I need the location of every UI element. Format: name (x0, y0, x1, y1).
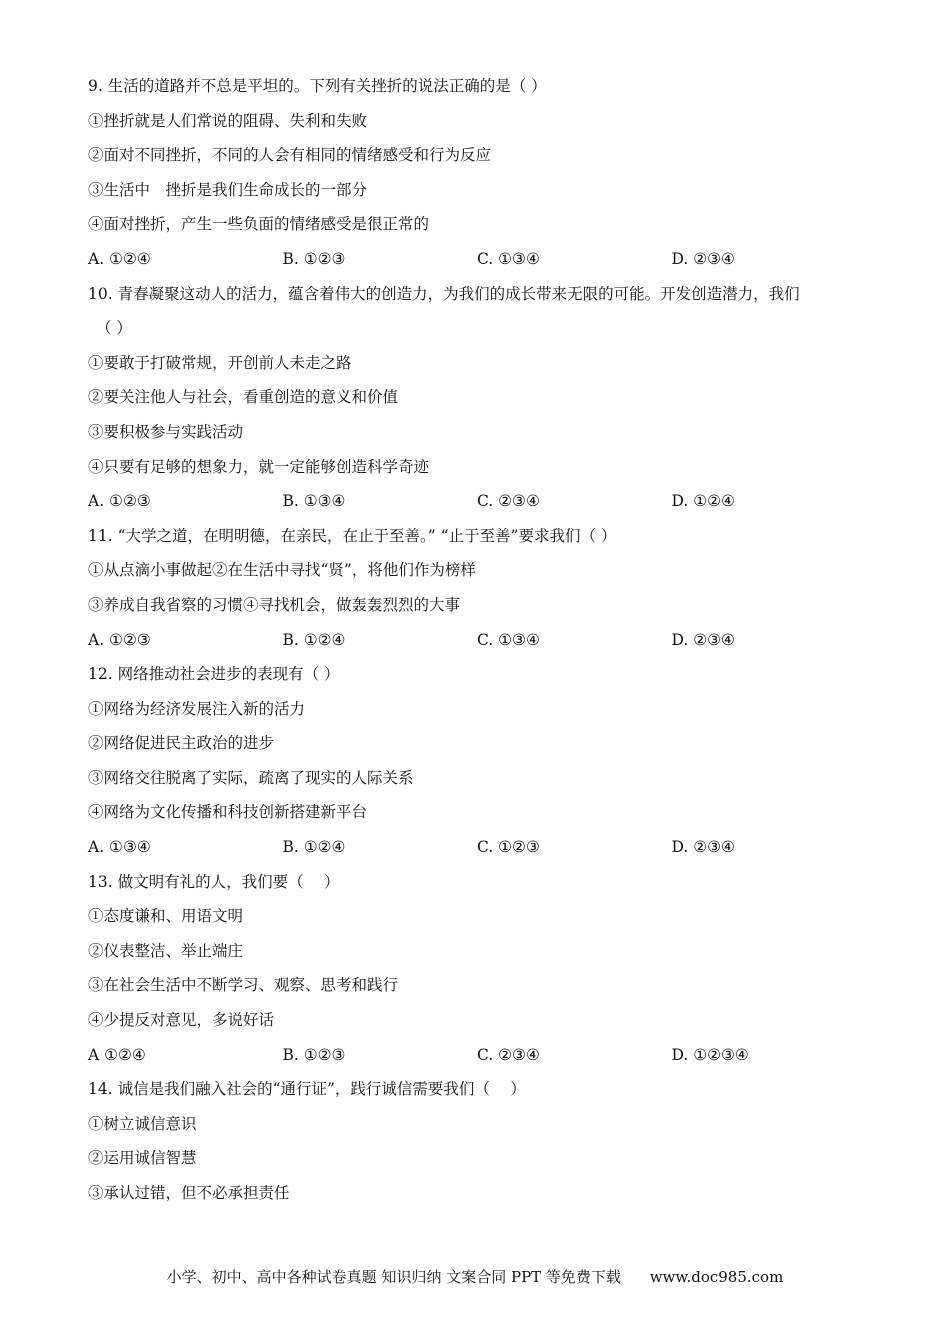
question-12-option-d: D. ②③④ (671, 838, 735, 857)
question-10-options (88, 488, 868, 523)
question-10-option-d: D. ①②④ (671, 492, 735, 511)
question-10-option-b: B. ①③④ (282, 492, 346, 511)
question-10-item-4: ④只要有足够的想象力，就一定能够创造科学奇迹 (88, 457, 430, 476)
question-13-option-a: A ①②④ (88, 1045, 146, 1064)
question-12-item-1: ①网络为经济发展注入新的活力 (88, 699, 306, 718)
question-9-option-b: B. ①②③ (282, 249, 346, 268)
question-12-item-4: ④网络为文化传播和科技创新搭建新平台 (88, 803, 368, 822)
question-9-option-c: C. ①③④ (477, 249, 540, 268)
question-13-options (88, 1042, 868, 1077)
question-14-item-2: ②运用诚信智慧 (88, 1149, 197, 1168)
question-11-option-a: A. ①②③ (88, 630, 151, 649)
question-12-item-3: ③网络交往脱离了实际，疏离了现实的人际关系 (88, 768, 414, 787)
question-10-stem: 10. 青春凝聚这动人的活力，蕴含着伟大的创造力，为我们的成长带来无限的可能。开发创造潜力，我们 (88, 284, 800, 303)
question-9-option-d: D. ②③④ (671, 249, 735, 268)
question-13-stem: 13. 做文明有礼的人，我们要（ ） (88, 872, 340, 891)
question-9-item-1: ①挫折就是人们常说的阻碍、失利和失败 (88, 111, 368, 130)
question-12-stem: 12. 网络推动社会进步的表现有（ ） (88, 665, 340, 684)
question-12-option-c: C. ①②③ (477, 838, 540, 857)
question-10-option-c: C. ②③④ (477, 492, 540, 511)
question-13-option-d: D. ①②③④ (671, 1045, 749, 1064)
question-13-item-2: ②仪表整洁、举止端庄 (88, 941, 244, 960)
question-9-item-4: ④面对挫折，产生一些负面的情绪感受是很正常的 (88, 215, 430, 234)
exam-page-content (88, 73, 868, 1215)
page-footer (0, 1266, 950, 1287)
question-11-options (88, 627, 868, 662)
question-9-item-3: ③生活中 挫折是我们生命成长的一部分 (88, 180, 368, 199)
question-12-item-2: ②网络促进民主政治的进步 (88, 734, 275, 753)
question-12-options (88, 834, 868, 869)
question-13-item-3: ③在社会生活中不断学习、观察、思考和践行 (88, 976, 399, 995)
question-14-stem: 14. 诚信是我们融入社会的“通行证”，践行诚信需要我们（ ） (88, 1080, 526, 1099)
question-12-option-a: A. ①③④ (88, 838, 151, 857)
question-13-option-c: C. ②③④ (477, 1045, 540, 1064)
question-9-item-2: ②面对不同挫折，不同的人会有相同的情绪感受和行为反应 (88, 146, 492, 165)
question-11-option-c: C. ①③④ (477, 630, 540, 649)
question-13-item-1: ①态度谦和、用语文明 (88, 907, 244, 926)
question-11-item-2: ③养成自我省察的习惯④寻找机会，做轰轰烈烈的大事 (88, 595, 461, 614)
footer-text: 小学、初中、高中各种试卷真题 知识归纳 文案合同 PPT 等免费下载 (166, 1268, 621, 1286)
question-10-stem-continued: （ ） (96, 319, 132, 338)
question-10-item-1: ①要敢于打破常规，开创前人未走之路 (88, 353, 352, 372)
question-13-item-4: ④少提反对意见，多说好话 (88, 1011, 275, 1030)
question-9-stem: 9. 生活的道路并不总是平坦的。下列有关挫折的说法正确的是（ ） (88, 77, 547, 95)
question-14-item-3: ③承认过错，但不必承担责任 (88, 1184, 290, 1202)
question-11-stem: 11. “大学之道，在明明德，在亲民，在止于至善。” “止于至善”要求我们（ ） (88, 526, 617, 545)
question-13-option-b: B. ①②③ (282, 1045, 346, 1064)
question-10-option-a: A. ①②③ (88, 492, 151, 511)
question-10-item-2: ②要关注他人与社会，看重创造的意义和价值 (88, 388, 399, 407)
question-9-options (88, 246, 868, 281)
question-12-option-b: B. ①②④ (282, 838, 346, 857)
question-11-option-b: B. ①②④ (282, 630, 346, 649)
footer-url-link[interactable]: www.doc985.com (649, 1268, 784, 1286)
question-11-option-d: D. ②③④ (671, 630, 735, 649)
question-14-item-1: ①树立诚信意识 (88, 1114, 197, 1133)
question-9-option-a: A. ①②④ (88, 249, 151, 268)
question-10-item-3: ③要积极参与实践活动 (88, 422, 244, 441)
question-11-item-1: ①从点滴小事做起②在生活中寻找“贤”，将他们作为榜样 (88, 561, 476, 580)
